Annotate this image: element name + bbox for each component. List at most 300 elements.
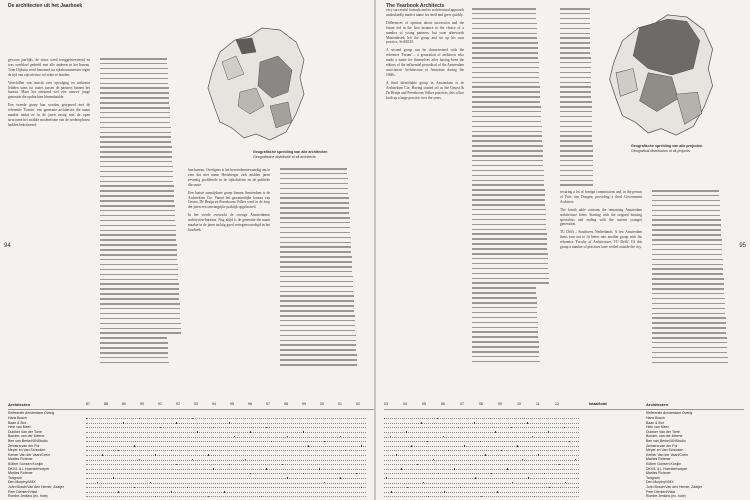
text-line bbox=[100, 181, 173, 183]
text-line bbox=[280, 330, 355, 332]
text-line bbox=[652, 229, 721, 231]
text-line bbox=[652, 264, 723, 266]
text-line bbox=[652, 352, 727, 354]
text-line bbox=[100, 318, 180, 320]
row-guide bbox=[86, 473, 366, 474]
architect-name: Küther Gunsen Konijin bbox=[646, 462, 682, 466]
row-guide bbox=[86, 455, 366, 456]
text-line bbox=[100, 308, 180, 310]
table-left bbox=[8, 402, 374, 500]
architect-name: Tangram bbox=[8, 475, 22, 480]
text-line bbox=[280, 242, 351, 244]
running-head-left: De architecten uit het Jaarboek bbox=[8, 3, 83, 9]
architect-name: Küther Gunsen Konijin bbox=[8, 462, 44, 466]
text-line bbox=[472, 263, 548, 265]
text-line bbox=[560, 184, 593, 186]
text-line bbox=[100, 92, 169, 94]
architect-name: Zeinstra van der Pol bbox=[8, 443, 40, 448]
paragraph: Een tweede groep kan worden getypeerd met de referentie 'Forum', een generatie architecten die naam maakte nadat ze in de jaren zestig met de open structuren het strakke modernisme van de wederopbouw hadden bekritiseerd. bbox=[8, 103, 90, 127]
text-line bbox=[100, 347, 168, 349]
text-line bbox=[280, 340, 356, 342]
text-line bbox=[652, 322, 726, 324]
architect-name: Hein van Meer bbox=[8, 425, 31, 430]
text-line bbox=[560, 33, 590, 35]
table-header-label: Architecten bbox=[8, 402, 31, 407]
text-line bbox=[560, 91, 591, 93]
text-line bbox=[652, 210, 720, 212]
text-line bbox=[652, 342, 727, 344]
text-line bbox=[560, 140, 592, 142]
year-tick: 04 bbox=[403, 402, 407, 406]
text-line bbox=[100, 132, 171, 134]
text-line bbox=[280, 183, 348, 185]
text-line bbox=[652, 347, 727, 349]
architect-name: Rombe Jenkins (ex. hoie) bbox=[8, 494, 48, 499]
architect-name: Meyer en Van Schooten bbox=[646, 448, 684, 453]
text-line bbox=[100, 205, 175, 207]
paragraph: In het vierde overzicht de overige Amsterdamse architecten-bureaus. Nog altijd is de generatie die naam maakte in de jaren tachtig goed vertegenwoordigd in het Jaarboek. bbox=[188, 213, 270, 232]
year-tick: 05 bbox=[422, 402, 426, 406]
year-tick: 07 bbox=[460, 402, 464, 406]
text-line bbox=[100, 78, 168, 80]
text-line bbox=[472, 238, 547, 240]
row-guide bbox=[384, 446, 579, 447]
text-line bbox=[100, 195, 174, 197]
text-line bbox=[100, 107, 170, 109]
architect-name: John Bosch/Van den Hemer, Zaaijer bbox=[646, 485, 702, 489]
text-line bbox=[560, 180, 593, 182]
text-line bbox=[280, 207, 349, 209]
text-column-right-3 bbox=[560, 8, 596, 188]
text-line bbox=[280, 222, 350, 224]
year-tick: 87 bbox=[86, 402, 90, 406]
text-line bbox=[472, 101, 540, 103]
text-line bbox=[652, 219, 721, 221]
text-line bbox=[100, 234, 176, 236]
text-line bbox=[100, 323, 181, 325]
text-line bbox=[652, 273, 723, 275]
text-line bbox=[472, 175, 544, 177]
text-line bbox=[652, 278, 724, 280]
text-line bbox=[560, 116, 592, 118]
year-tick: 11 bbox=[536, 402, 540, 406]
architect-name: Rombe Jenkins (ex. hoie) bbox=[646, 494, 686, 499]
architect-name: Hans Bosch bbox=[646, 416, 665, 420]
total-column-label: totaal/total bbox=[589, 402, 607, 406]
text-line bbox=[100, 259, 177, 261]
text-line bbox=[472, 209, 546, 211]
text-line bbox=[472, 278, 549, 280]
text-line bbox=[100, 200, 174, 202]
text-line bbox=[100, 332, 181, 334]
text-line bbox=[560, 57, 591, 59]
text-line bbox=[100, 215, 175, 217]
year-tick: 00 bbox=[320, 402, 324, 406]
right-page bbox=[376, 0, 750, 500]
row-guide bbox=[384, 492, 579, 493]
text-line bbox=[280, 227, 350, 229]
text-line bbox=[652, 298, 725, 300]
text-line bbox=[100, 264, 178, 266]
text-line bbox=[280, 325, 355, 327]
text-line bbox=[652, 239, 722, 241]
architect-name: Kerber Van der Vaart/Crein bbox=[646, 452, 688, 457]
text-line bbox=[280, 295, 354, 297]
architect-name: Den Murphy/VMX bbox=[646, 480, 674, 485]
text-line bbox=[472, 23, 537, 25]
map-caption-left bbox=[253, 150, 333, 159]
text-line bbox=[472, 297, 537, 299]
text-line bbox=[472, 135, 542, 137]
text-line bbox=[280, 256, 352, 258]
text-line bbox=[560, 121, 592, 123]
row-guide bbox=[384, 427, 579, 428]
row-guide bbox=[86, 432, 366, 433]
text-line bbox=[280, 354, 357, 356]
text-line bbox=[100, 244, 177, 246]
text-line bbox=[472, 140, 542, 142]
text-line bbox=[100, 141, 171, 143]
text-line bbox=[472, 67, 539, 69]
architect-name: DKV/L & L Hoenderhoeper bbox=[646, 466, 688, 471]
text-line bbox=[100, 87, 169, 89]
row-guide bbox=[384, 473, 579, 474]
text-line bbox=[652, 190, 719, 192]
text-line bbox=[472, 253, 548, 255]
text-line bbox=[100, 362, 169, 364]
text-line bbox=[652, 200, 720, 202]
text-line bbox=[560, 111, 592, 113]
row-guide bbox=[384, 464, 579, 465]
paragraph: Differences of opinion about succession and the future led in the first instance to the choice of a number of young partners, but soon afterwards Mastenbroek left the group and set up his own practice, SeARCH. bbox=[386, 20, 464, 45]
text-column-right-2 bbox=[472, 8, 550, 368]
row-guide bbox=[384, 437, 579, 438]
text-line bbox=[652, 317, 726, 319]
row-guide bbox=[384, 432, 579, 433]
text-line bbox=[652, 327, 726, 329]
year-tick: 08 bbox=[479, 402, 483, 406]
text-line bbox=[100, 136, 171, 138]
text-line bbox=[560, 67, 591, 69]
text-line bbox=[472, 91, 540, 93]
paragraph: Een laatste aanwijsbare groep binnen Amsterdam is de Architekten Cie. Vanuit het gezamenlijke bureau van Geurst, De Bruijn en Peereboom Volker werd in de loop der jaren een omvangrijke praktijk opgebouwd. bbox=[188, 190, 270, 210]
text-line bbox=[280, 291, 353, 293]
text-line bbox=[472, 33, 537, 35]
text-line bbox=[472, 317, 537, 319]
text-lines-filler bbox=[8, 58, 90, 368]
row-guide bbox=[86, 496, 366, 497]
architect-name: Den Murphy/VMX bbox=[8, 480, 36, 485]
text-column-left-2 bbox=[100, 58, 182, 368]
text-line bbox=[560, 62, 591, 64]
text-line bbox=[280, 178, 348, 180]
text-line bbox=[652, 254, 722, 256]
text-line bbox=[100, 283, 179, 285]
text-line bbox=[652, 249, 722, 251]
year-tick: 99 bbox=[302, 402, 306, 406]
row-guide bbox=[384, 460, 579, 461]
row-guide bbox=[86, 427, 366, 428]
map-caption-right-title: Geografische spreiding van alle projecten bbox=[631, 144, 703, 148]
text-line bbox=[560, 18, 590, 20]
text-line bbox=[100, 337, 167, 339]
text-line bbox=[280, 168, 347, 170]
architect-name: Bonder, van der Meene bbox=[8, 434, 45, 439]
text-line bbox=[472, 13, 536, 15]
running-head-right: The Yearbook Architects bbox=[386, 3, 445, 9]
text-line bbox=[652, 288, 724, 290]
netherlands-map-projects bbox=[601, 8, 719, 143]
text-line bbox=[652, 234, 721, 236]
text-line bbox=[472, 52, 538, 54]
text-line bbox=[100, 239, 176, 241]
text-line bbox=[560, 106, 592, 108]
text-line bbox=[100, 97, 169, 99]
text-line bbox=[100, 220, 175, 222]
right-table-subheader: Referentie Amsterdam Overig bbox=[646, 411, 693, 415]
text-line bbox=[472, 302, 537, 304]
text-line bbox=[100, 73, 168, 75]
text-line bbox=[472, 346, 539, 348]
architect-name: Peer Dierkerf/Visst bbox=[8, 489, 38, 494]
text-line bbox=[472, 356, 539, 358]
text-line bbox=[652, 303, 725, 305]
text-line bbox=[100, 342, 168, 344]
text-line bbox=[280, 251, 351, 253]
text-line bbox=[472, 307, 537, 309]
text-line bbox=[560, 28, 590, 30]
table-subheader: Referentie Amsterdam Overig bbox=[8, 411, 55, 415]
text-line bbox=[472, 336, 538, 338]
year-tick: 02 bbox=[356, 402, 360, 406]
row-guide bbox=[384, 450, 579, 451]
row-guide bbox=[384, 469, 579, 470]
text-line bbox=[652, 283, 724, 285]
text-line bbox=[472, 62, 539, 64]
text-line bbox=[652, 337, 727, 339]
year-tick: 10 bbox=[517, 402, 521, 406]
text-line bbox=[280, 305, 354, 307]
text-line bbox=[472, 28, 537, 30]
text-line bbox=[652, 244, 722, 246]
text-line bbox=[472, 268, 548, 270]
row-guide bbox=[86, 423, 366, 424]
text-line bbox=[472, 180, 544, 182]
text-line bbox=[472, 155, 543, 157]
architect-name: Hans Bosch bbox=[8, 416, 27, 420]
text-line bbox=[472, 96, 540, 98]
text-line bbox=[100, 63, 167, 65]
text-column-left-4 bbox=[280, 168, 362, 368]
text-line bbox=[100, 161, 172, 163]
text-line bbox=[472, 160, 543, 162]
text-line bbox=[560, 155, 593, 157]
text-line bbox=[472, 131, 542, 133]
text-line bbox=[560, 86, 591, 88]
text-line bbox=[472, 219, 546, 221]
text-line bbox=[652, 362, 728, 364]
text-line bbox=[280, 344, 356, 346]
architect-name: Duinker Van der Torre bbox=[646, 429, 680, 434]
row-guide bbox=[86, 446, 366, 447]
text-line bbox=[100, 313, 180, 315]
year-tick: 94 bbox=[212, 402, 216, 406]
text-column-right-1 bbox=[386, 8, 464, 368]
text-line bbox=[100, 269, 178, 271]
text-line bbox=[472, 37, 537, 39]
text-column-left-3 bbox=[188, 168, 270, 368]
text-line bbox=[472, 287, 536, 289]
text-line bbox=[100, 68, 168, 70]
architect-name: DKV/L & L Hoenderhoeper bbox=[8, 466, 50, 471]
year-tick: 12 bbox=[555, 402, 559, 406]
architect-name: Kerber Van der Vaart/Crein bbox=[8, 452, 50, 457]
text-line bbox=[280, 188, 348, 190]
year-tick: 89 bbox=[122, 402, 126, 406]
text-line bbox=[472, 224, 546, 226]
text-line bbox=[560, 145, 593, 147]
text-line bbox=[560, 131, 592, 133]
text-line bbox=[472, 18, 536, 20]
row-guide bbox=[384, 483, 579, 484]
row-guide bbox=[384, 455, 579, 456]
netherlands-map-architects bbox=[200, 22, 310, 147]
text-line bbox=[472, 150, 543, 152]
text-line bbox=[280, 315, 355, 317]
paragraph: hun bureau. Overigens is het bewonderenswaardig om te zien dat met name Hertzberger zich midden jaren zeventig profileerde in de tijdschriften en de publieke discussie. bbox=[188, 168, 270, 187]
text-line bbox=[652, 357, 728, 359]
text-line bbox=[652, 224, 721, 226]
text-line bbox=[280, 217, 350, 219]
text-line bbox=[280, 197, 349, 199]
text-line bbox=[472, 312, 537, 314]
text-line bbox=[472, 204, 545, 206]
text-line bbox=[472, 361, 540, 363]
text-line bbox=[100, 176, 173, 178]
text-line bbox=[280, 320, 355, 322]
architect-name: Ben van Berkel/UNStudio bbox=[646, 439, 686, 443]
text-line bbox=[100, 117, 170, 119]
text-line bbox=[472, 341, 539, 343]
text-line bbox=[100, 151, 172, 153]
page-number-left: 94 bbox=[4, 243, 11, 249]
table-right bbox=[384, 402, 744, 500]
map-caption-left-title: Geografische spreiding van alle architecten bbox=[253, 150, 328, 154]
row-guide bbox=[86, 478, 366, 479]
paragraph: TU Delft – Southwest Netherlands. A few Amsterdam firms turn out to fit better into another group with the reference 'Faculty of Architecture, TU Delft'. Of this group a number of practices have settled outside the city. bbox=[560, 230, 642, 250]
text-line bbox=[472, 145, 543, 147]
text-line bbox=[472, 282, 549, 284]
year-tick: 06 bbox=[441, 402, 445, 406]
architect-name: Tangram bbox=[646, 475, 660, 480]
row-guide bbox=[86, 492, 366, 493]
architect-name: Marlies Rohmer bbox=[646, 457, 671, 462]
text-line bbox=[100, 249, 177, 251]
text-line bbox=[652, 205, 720, 207]
text-line bbox=[652, 215, 720, 217]
text-line bbox=[472, 331, 538, 333]
text-line bbox=[100, 225, 176, 227]
text-line bbox=[472, 189, 545, 191]
year-tick: 92 bbox=[176, 402, 180, 406]
text-line bbox=[472, 322, 538, 324]
text-line bbox=[280, 359, 357, 361]
year-tick: 09 bbox=[498, 402, 502, 406]
text-line bbox=[280, 286, 353, 288]
text-line bbox=[472, 165, 543, 167]
architect-name: Peer Dierkerf/Visst bbox=[646, 489, 676, 494]
page-number-right: 95 bbox=[739, 243, 746, 249]
text-line bbox=[100, 298, 179, 300]
row-guide bbox=[86, 437, 366, 438]
text-line bbox=[472, 111, 541, 113]
row-guide bbox=[86, 487, 366, 488]
text-line bbox=[472, 258, 548, 260]
architect-name: Zeinstra van der Pol bbox=[646, 443, 678, 448]
row-guide bbox=[86, 418, 366, 419]
text-line bbox=[100, 288, 179, 290]
map-caption-right-sub: Geografical distribution of all projects bbox=[631, 148, 690, 153]
text-line bbox=[560, 72, 591, 74]
text-line bbox=[280, 364, 357, 366]
row-guide bbox=[86, 450, 366, 451]
text-line bbox=[280, 271, 352, 273]
text-line bbox=[560, 8, 590, 10]
text-line bbox=[560, 82, 591, 84]
text-line bbox=[100, 328, 181, 330]
text-line bbox=[280, 173, 347, 175]
text-line bbox=[100, 279, 178, 281]
text-line bbox=[100, 352, 168, 354]
text-line bbox=[472, 194, 545, 196]
text-line bbox=[100, 171, 173, 173]
text-line bbox=[472, 214, 546, 216]
text-line bbox=[472, 229, 546, 231]
paragraph: A final identifiable group in Amsterdam is de Architekten Cie. Having started off as the Geurst & De Bruijn and Peereboom Volker practices, this office built up a large practice over the years. bbox=[386, 80, 464, 100]
text-line bbox=[280, 261, 352, 263]
text-line bbox=[100, 185, 174, 187]
right-table-header-label: Architecten bbox=[646, 402, 669, 407]
text-line bbox=[472, 8, 536, 10]
text-line bbox=[472, 243, 547, 245]
text-line bbox=[560, 170, 593, 172]
text-line bbox=[560, 23, 590, 25]
text-line bbox=[560, 150, 593, 152]
architect-name: Baan & Bot bbox=[8, 420, 26, 425]
text-line bbox=[472, 170, 544, 172]
architect-name: Baan & Bot bbox=[646, 420, 664, 425]
text-line bbox=[472, 106, 541, 108]
text-line bbox=[652, 259, 723, 261]
paragraph: Verschillen van inzicht over opvolging en toekomst leidden soms tot ruzies tussen de partners binnen het bureau. Maar het ontstond wel een nieuwe jonge generatie die opdrachten binnenhaalde. bbox=[8, 80, 90, 100]
text-line bbox=[472, 351, 539, 353]
text-column-right-5 bbox=[652, 190, 734, 368]
text-line bbox=[100, 127, 171, 129]
text-line bbox=[100, 210, 175, 212]
text-line bbox=[560, 175, 593, 177]
year-tick: 93 bbox=[194, 402, 198, 406]
architect-name: Bonder, van der Meene bbox=[646, 434, 683, 439]
text-line bbox=[100, 112, 170, 114]
text-line bbox=[472, 126, 542, 128]
text-line bbox=[280, 276, 353, 278]
year-tick: 91 bbox=[158, 402, 162, 406]
text-line bbox=[472, 121, 541, 123]
text-line bbox=[472, 116, 541, 118]
text-line bbox=[472, 199, 545, 201]
paragraph: A second group can be characterized with the reference 'Forum' – a generation of architects who made a name for themselves after having been the editors of the influential periodical of the Amsterdam association Architectura et Amicitiae during the 1960s. bbox=[386, 48, 464, 77]
row-guide bbox=[384, 478, 579, 479]
